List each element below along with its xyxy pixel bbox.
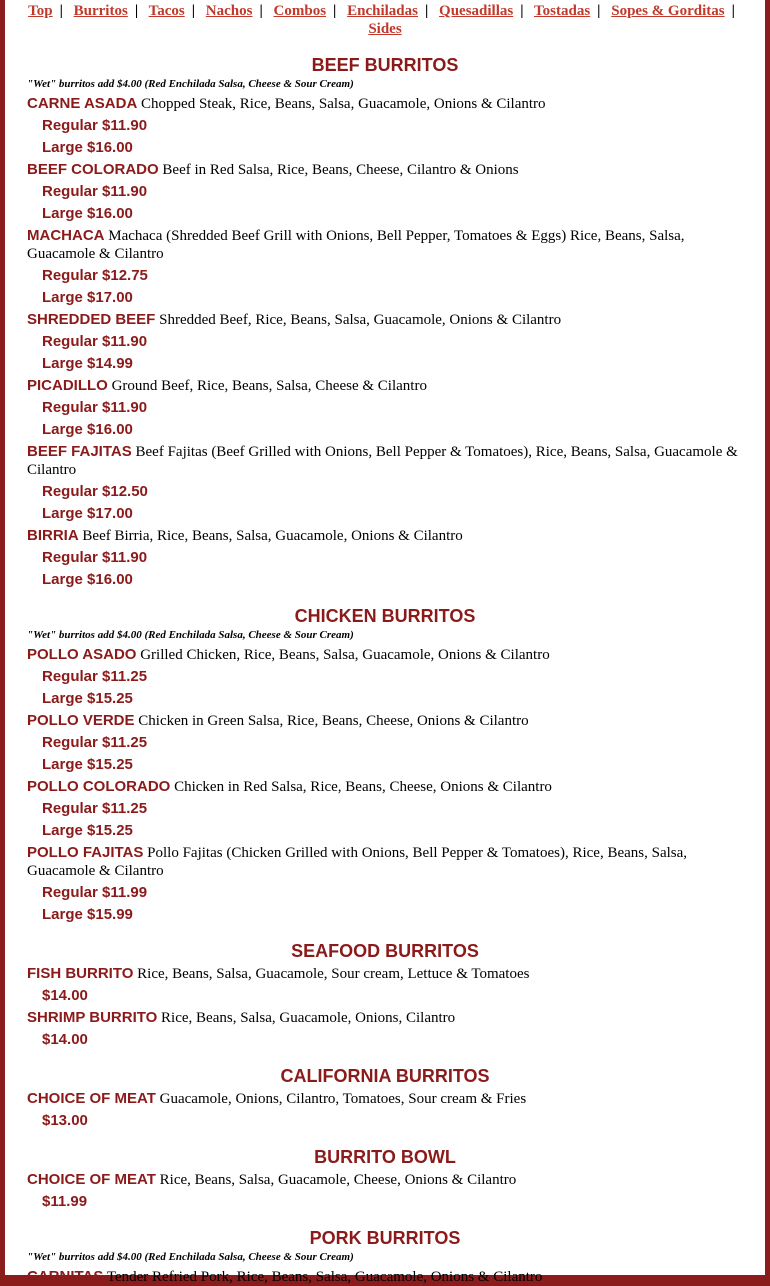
nav-separator: |: [731, 3, 735, 19]
item-price: Large $17.00: [42, 289, 133, 306]
item-name: CHOICE OF MEAT: [27, 1171, 156, 1188]
menu-item: [27, 778, 743, 796]
menu-page: [5, 0, 765, 1285]
item-price: Large $16.00: [42, 571, 133, 588]
item-name: BEEF COLORADO: [27, 161, 159, 178]
menu-section: [27, 941, 743, 1049]
menu-item: [27, 161, 743, 179]
nav-link-sides[interactable]: Sides: [368, 21, 402, 37]
nav-link-top[interactable]: Top: [28, 3, 53, 19]
item-price: Regular $11.99: [42, 884, 148, 901]
section-title: BEEF BURRITOS: [311, 55, 459, 75]
nav-separator: |: [134, 3, 139, 19]
item-price: Large $15.25: [42, 690, 133, 707]
item-name: SHRIMP BURRITO: [27, 1009, 158, 1026]
menu-section: [27, 606, 743, 924]
nav-separator: |: [520, 3, 524, 19]
menu-section: [27, 55, 743, 589]
item-price: Regular $11.90: [42, 399, 148, 416]
menu-body: [5, 55, 765, 1286]
menu-item: [27, 1090, 743, 1108]
menu-item: [27, 227, 743, 263]
item-description: Guacamole, Onions, Cilantro, Tomatoes, Sour cream & Fries: [159, 1091, 527, 1107]
item-name: POLLO FAJITAS: [27, 844, 144, 861]
item-name: SHREDDED BEEF: [27, 311, 156, 328]
item-description: Shredded Beef, Rice, Beans, Salsa, Guacamole, Onions & Cilantro: [159, 312, 562, 328]
item-description: Chicken in Green Salsa, Rice, Beans, Cheese, Onions & Cilantro: [138, 713, 529, 729]
item-price: Regular $11.90: [42, 333, 148, 350]
section-note: "Wet" burritos add $4.00 (Red Enchilada Salsa, Cheese & Sour Cream): [27, 78, 354, 90]
item-price: Large $15.25: [42, 822, 133, 839]
menu-item: [27, 443, 743, 479]
item-price: $14.00: [42, 987, 88, 1004]
item-price: Regular $11.25: [42, 734, 148, 751]
item-price: Large $15.99: [42, 906, 133, 923]
item-name: CARNE ASADA: [27, 95, 138, 112]
item-name: MACHACA: [27, 227, 105, 244]
section-title: CHICKEN BURRITOS: [294, 606, 476, 626]
menu-item: [27, 712, 743, 730]
item-price: Large $16.00: [42, 421, 133, 438]
menu-item: [27, 1009, 743, 1027]
item-price: Large $16.00: [42, 205, 133, 222]
item-price: Regular $11.90: [42, 183, 148, 200]
menu-item: [27, 1171, 743, 1189]
nav-link-nachos[interactable]: Nachos: [205, 3, 253, 19]
menu-item: [27, 527, 743, 545]
nav-link-tacos[interactable]: Tacos: [148, 3, 185, 19]
item-price: $13.00: [42, 1112, 88, 1129]
category-nav: [25, 0, 745, 38]
item-price: $11.99: [42, 1193, 88, 1210]
item-description: Rice, Beans, Salsa, Guacamole, Cheese, Onions & Cilantro: [159, 1172, 517, 1188]
nav-separator: |: [259, 3, 263, 19]
section-note: "Wet" burritos add $4.00 (Red Enchilada Salsa, Cheese & Sour Cream): [27, 1251, 354, 1263]
item-price: Large $17.00: [42, 505, 133, 522]
menu-item: [27, 95, 743, 113]
nav-link-quesadillas[interactable]: Quesadillas: [439, 3, 514, 19]
item-price: Regular $11.25: [42, 800, 148, 817]
item-description: Chopped Steak, Rice, Beans, Salsa, Guacamole, Onions & Cilantro: [141, 96, 546, 112]
item-price: Large $16.00: [42, 139, 133, 156]
nav-separator: |: [424, 3, 429, 19]
item-description: Machaca (Shredded Beef Grill with Onions, Bell Pepper, Tomatoes & Eggs) Rice, Beans, Salsa, Guacamole & Cilantro: [27, 228, 685, 262]
item-description: Tender Refried Pork, Rice, Beans, Salsa, Guacamole, Onions & Cilantro: [106, 1269, 543, 1285]
item-description: Beef in Red Salsa, Rice, Beans, Cheese, Cilantro & Onions: [162, 162, 519, 178]
menu-section: [27, 1228, 743, 1286]
section-title: PORK BURRITOS: [309, 1228, 461, 1248]
item-name: PICADILLO: [27, 377, 108, 394]
nav-link-sopes-gorditas[interactable]: Sopes & Gorditas: [611, 3, 725, 19]
item-price: Regular $12.75: [42, 267, 148, 284]
item-name: POLLO COLORADO: [27, 778, 171, 795]
item-description: Rice, Beans, Salsa, Guacamole, Sour cream, Lettuce & Tomatoes: [137, 966, 530, 982]
item-name: CARNITAS: [27, 1268, 104, 1285]
item-name: FISH BURRITO: [27, 965, 134, 982]
item-price: Large $14.99: [42, 355, 133, 372]
section-title: SEAFOOD BURRITOS: [291, 941, 479, 961]
section-title: BURRITO BOWL: [314, 1147, 456, 1167]
item-price: $14.00: [42, 1031, 88, 1048]
menu-section: [27, 1066, 743, 1130]
nav-separator: |: [333, 3, 337, 19]
item-description: Chicken in Red Salsa, Rice, Beans, Cheese, Onions & Cilantro: [174, 779, 552, 795]
item-price: Regular $11.90: [42, 549, 148, 566]
item-description: Beef Fajitas (Beef Grilled with Onions, Bell Pepper & Tomatoes), Rice, Beans, Salsa, Guacamole & Cilantro: [27, 444, 738, 478]
item-description: Pollo Fajitas (Chicken Grilled with Onions, Bell Pepper & Tomatoes), Rice, Beans, Salsa, Guacamole & Cilantro: [27, 845, 688, 879]
item-description: Beef Birria, Rice, Beans, Salsa, Guacamole, Onions & Cilantro: [82, 528, 463, 544]
menu-section: [27, 1147, 743, 1211]
item-description: Grilled Chicken, Rice, Beans, Salsa, Guacamole, Onions & Cilantro: [140, 647, 550, 663]
nav-link-burritos[interactable]: Burritos: [73, 3, 128, 19]
nav-separator: |: [597, 3, 601, 19]
menu-item: [27, 377, 743, 395]
item-price: Regular $11.25: [42, 668, 148, 685]
menu-item: [27, 844, 743, 880]
nav-link-tostadas[interactable]: Tostadas: [534, 3, 591, 19]
item-name: POLLO ASADO: [27, 646, 137, 663]
nav-separator: |: [191, 3, 196, 19]
item-description: Rice, Beans, Salsa, Guacamole, Onions, Cilantro: [161, 1010, 456, 1026]
item-name: BEEF FAJITAS: [27, 443, 132, 460]
nav-separator: |: [59, 3, 63, 19]
item-price: Large $15.25: [42, 756, 133, 773]
nav-link-enchiladas[interactable]: Enchiladas: [347, 3, 418, 19]
menu-item: [27, 646, 743, 664]
section-note: "Wet" burritos add $4.00 (Red Enchilada Salsa, Cheese & Sour Cream): [27, 629, 354, 641]
item-name: POLLO VERDE: [27, 712, 135, 729]
section-title: CALIFORNIA BURRITOS: [280, 1066, 490, 1086]
item-name: CHOICE OF MEAT: [27, 1090, 156, 1107]
menu-item: [27, 965, 743, 983]
nav-link-combos[interactable]: Combos: [273, 3, 327, 19]
item-description: Ground Beef, Rice, Beans, Salsa, Cheese & Cilantro: [111, 378, 427, 394]
item-name: BIRRIA: [27, 527, 79, 544]
item-price: Regular $12.50: [42, 483, 148, 500]
menu-item: [27, 1268, 743, 1286]
menu-item: [27, 311, 743, 329]
item-price: Regular $11.90: [42, 117, 148, 134]
